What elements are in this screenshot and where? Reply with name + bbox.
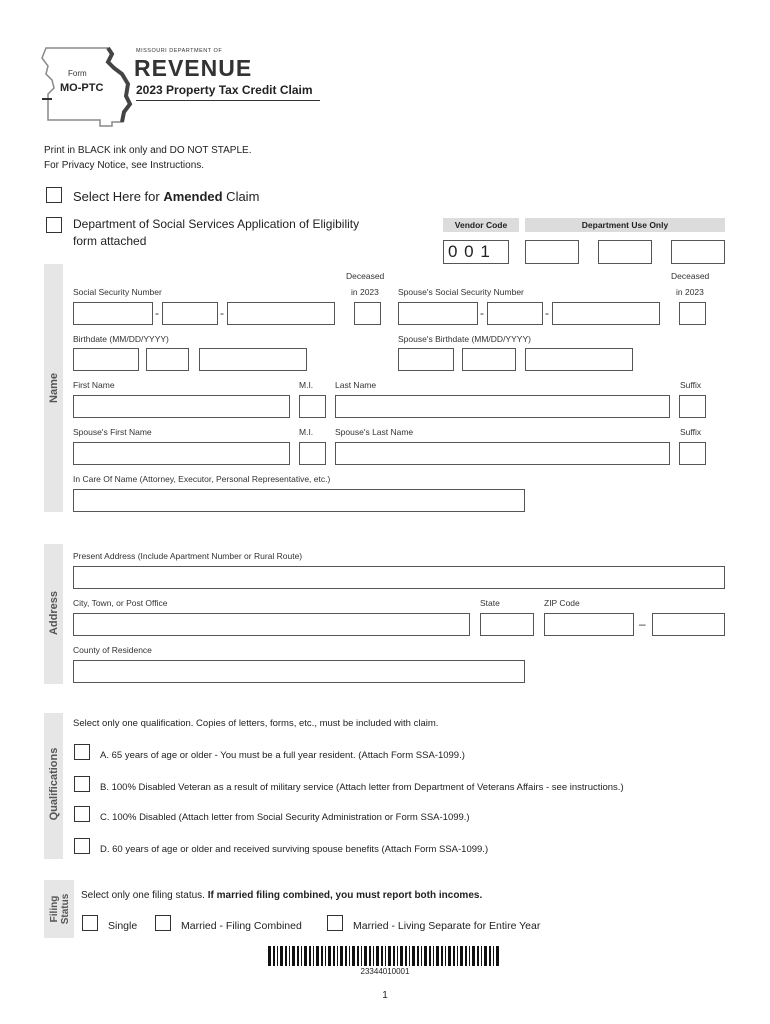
barcode-bar [481,946,482,966]
barcode-bar [405,946,407,966]
barcode-bar [424,946,427,966]
barcode-bar [385,946,386,966]
barcode-bar [289,946,290,966]
zip-plus4-field[interactable] [652,613,725,636]
mi-label: M.I. [299,380,314,390]
qualification-b-label: B. 100% Disabled Veteran as a result of military service (Attach letter from Department of Veterans Affairs - see instructions.) [100,782,624,793]
barcode-bar [397,946,398,966]
deceased-label-1: Deceased [346,271,385,281]
barcode-bar [381,946,383,966]
dept-use-box-3[interactable] [671,240,725,264]
spouse-birth-year-field[interactable] [525,348,633,371]
first-name-label: First Name [73,380,115,390]
care-of-label: In Care Of Name (Attorney, Executor, Personal Representative, etc.) [73,474,331,484]
zip-label: ZIP Code [544,598,580,608]
suffix-field[interactable] [679,395,706,418]
spouse-ssn-dash-2: - [545,306,549,320]
county-field[interactable] [73,660,525,683]
instruction-line-1: Print in BLACK ink only and DO NOT STAPLE. [44,145,252,156]
spouse-birthdate-label: Spouse's Birthdate (MM/DD/YYYY) [398,334,531,344]
barcode-bar [304,946,307,966]
suffix-label: Suffix [680,380,702,390]
first-name-field[interactable] [73,395,290,418]
barcode-bar [333,946,335,966]
deceased-checkbox[interactable] [354,302,381,325]
spouse-deceased-checkbox[interactable] [679,302,706,325]
barcode-bar [369,946,371,966]
city-label: City, Town, or Post Office [73,598,168,608]
barcode-bar [345,946,347,966]
mi-field[interactable] [299,395,326,418]
barcode-bar [337,946,338,966]
barcode-bar [273,946,275,966]
barcode-bar [429,946,431,966]
married-separate-checkbox[interactable] [327,915,343,931]
spouse-first-name-field[interactable] [73,442,290,465]
spouse-deceased-label-1: Deceased [671,271,710,281]
ssn-dash-2: - [220,306,224,320]
vendor-code-digits: 0 0 1 [448,242,491,261]
barcode-bar [400,946,403,966]
single-checkbox[interactable] [82,915,98,931]
barcode-bar [321,946,323,966]
barcode-bar [489,946,491,966]
barcode-bar [376,946,379,966]
barcode-bar [340,946,343,966]
ssn-part-1[interactable] [73,302,153,325]
barcode-bar [313,946,314,966]
dept-use-box-1[interactable] [525,240,579,264]
header-tick [42,98,52,100]
spouse-first-name-label: Spouse's First Name [73,427,152,437]
spouse-last-name-field[interactable] [335,442,670,465]
barcode-bar [285,946,287,966]
form-label: Form [68,69,87,78]
barcode-bar [349,946,350,966]
filing-side-word-1: Filing [49,895,60,923]
city-field[interactable] [73,613,470,636]
barcode-bar [436,946,439,966]
barcode-bar [472,946,475,966]
ssn-part-2[interactable] [162,302,218,325]
birth-year-field[interactable] [199,348,307,371]
ssn-label: Social Security Number [73,287,162,297]
vendor-code-label: Vendor Code [454,220,508,230]
qualification-a-checkbox[interactable] [74,744,90,760]
barcode-bar [361,946,362,966]
amended-claim-checkbox[interactable] [46,187,62,203]
spouse-birth-day-field[interactable] [462,348,516,371]
page-number: 1 [382,990,388,1001]
barcode-bar [325,946,326,966]
spouse-ssn-label: Spouse's Social Security Number [398,287,524,297]
dss-label-line-1: Department of Social Services Application of Eligibility [73,217,360,231]
barcode-bar [292,946,295,966]
zip-dash: – [639,617,646,631]
revenue-logo: REVENUE [134,55,253,81]
barcode-bar [297,946,299,966]
qualification-c-label: C. 100% Disabled (Attach letter from Social Security Administration or Form SSA-1099.) [100,812,470,823]
barcode-bar [417,946,419,966]
birthdate-label: Birthdate (MM/DD/YYYY) [73,334,169,344]
married-combined-label: Married - Filing Combined [181,920,302,932]
zip-field[interactable] [544,613,634,636]
spouse-suffix-label: Suffix [680,427,702,437]
present-address-label: Present Address (Include Apartment Number or Rural Route) [73,551,303,561]
filing-side-word-2: Status [60,893,71,925]
barcode-bar [357,946,359,966]
married-separate-label: Married - Living Separate for Entire Year [353,920,541,932]
barcode-bar [460,946,463,966]
barcode-bar [373,946,374,966]
last-name-field[interactable] [335,395,670,418]
filing-status-intro: Select only one filing status. If married filing combined, you must report both incomes. [81,890,483,901]
instruction-line-2: For Privacy Notice, see Instructions. [44,160,205,171]
last-name-label: Last Name [335,380,377,390]
form-title: 2023 Property Tax Credit Claim [136,83,313,97]
dss-eligibility-checkbox[interactable] [46,217,62,233]
barcode-bar [477,946,479,966]
barcode-bar [493,946,494,966]
qualification-d-label: D. 60 years of age or older and received surviving spouse benefits (Attach Form SSA-1099.) [100,844,489,855]
qualification-c-checkbox[interactable] [74,806,90,822]
title-rule [136,100,320,101]
barcode-bar [412,946,415,966]
deceased-label-2: in 2023 [351,287,379,297]
qualifications-side-label: Qualifications [48,747,60,821]
spouse-mi-label: M.I. [299,427,314,437]
barcode-bar [309,946,311,966]
barcode-bar [484,946,487,966]
spouse-deceased-label-2: in 2023 [676,287,704,297]
spouse-last-name-label: Spouse's Last Name [335,427,414,437]
spouse-suffix-field[interactable] [679,442,706,465]
barcode-bar [328,946,331,966]
spouse-ssn-dash-1: - [480,306,484,320]
barcode-bar [316,946,319,966]
dept-use-label: Department Use Only [581,220,669,230]
dept-of-text: MISSOURI DEPARTMENT OF [136,48,223,54]
qualifications-intro: Select only one qualification. Copies of letters, forms, etc., must be included with claim. [73,718,439,729]
barcode-bar [268,946,271,966]
qualification-b-checkbox[interactable] [74,776,90,792]
qualification-d-checkbox[interactable] [74,838,90,854]
barcode-bar [433,946,434,966]
qualification-a-label: A. 65 years of age or older - You must be a full year resident. (Attach Form SSA-1099.) [100,750,465,761]
barcode-bar [352,946,355,966]
dss-label-line-2: form attached [73,234,147,248]
barcode-bar [277,946,278,966]
dept-use-box-2[interactable] [598,240,652,264]
birth-month-field[interactable] [73,348,139,371]
barcode-image [268,946,502,966]
barcode-bar [469,946,470,966]
barcode-bar [441,946,443,966]
barcode-number: 23344010001 [360,967,410,976]
care-of-field[interactable] [73,489,525,512]
state-field[interactable] [480,613,534,636]
filing-status-side-label [49,884,71,934]
barcode-bar [393,946,395,966]
name-side-label: Name [48,373,60,403]
amended-claim-label: Select Here for Amended Claim [73,189,260,204]
married-combined-checkbox[interactable] [155,915,171,931]
barcode-bar [496,946,499,966]
ssn-part-3[interactable] [227,302,335,325]
address-side-label: Address [48,590,60,636]
barcode-bar [280,946,283,966]
single-label: Single [108,920,138,932]
barcode-bar [445,946,446,966]
barcode-bar [457,946,458,966]
form-number: MO-PTC [60,82,104,94]
spouse-ssn-part-3[interactable] [552,302,660,325]
barcode-bar [448,946,451,966]
barcode-bar [409,946,410,966]
state-label: State [480,598,500,608]
barcode-bar [453,946,455,966]
barcode-bar [421,946,422,966]
barcode-bar [301,946,302,966]
spouse-ssn-part-1[interactable] [398,302,478,325]
birth-day-field[interactable] [146,348,189,371]
barcode-bar [465,946,467,966]
county-label: County of Residence [73,645,152,655]
spouse-ssn-part-2[interactable] [487,302,543,325]
barcode-bar [388,946,391,966]
spouse-birth-month-field[interactable] [398,348,454,371]
present-address-field[interactable] [73,566,725,589]
barcode-bar [364,946,367,966]
ssn-dash-1: - [155,306,159,320]
spouse-mi-field[interactable] [299,442,326,465]
